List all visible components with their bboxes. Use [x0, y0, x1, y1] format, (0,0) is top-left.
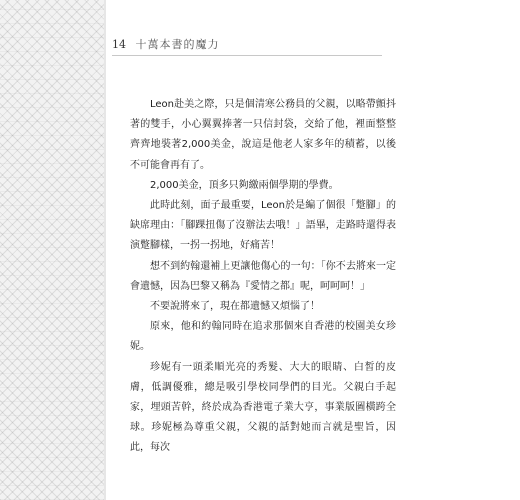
paragraph: 此時此刻，面子最重要，Leon於是編了個很「蹩腳」的缺席理由：「腳踝扭傷了沒辦法去哦！」語畢，走路時還得表演蹩腳樣，一拐一拐地，好痛苦！: [130, 200, 396, 252]
margin-divider: [104, 0, 106, 500]
page-number: 14: [112, 38, 126, 51]
paragraph: 不要說將來了，現在都遺憾又煩惱了！: [150, 301, 320, 313]
body-text: [130, 95, 396, 459]
paragraph: 2,000美金，頂多只夠繳兩個學期的學費。: [150, 179, 339, 191]
paragraph: Leon赴美之際，只是個清寒公務員的父親，以略帶顫抖著的雙手，小心翼翼捧著一只信封袋，交給了他，裡面整整齊齊地裝著2,000美金，說這是他老人家多年的積蓄，以後不可能會再有了。: [130, 99, 396, 171]
header-rule: [112, 55, 382, 56]
running-header: [112, 38, 382, 54]
paragraph: 想不到約翰還補上更讓他傷心的一句：「你不去將來一定會遺憾，因為巴黎又稱為『愛情之都』呢，呵呵呵！」: [130, 260, 396, 292]
decorative-margin-pattern: [0, 0, 104, 500]
paragraph: 原來，他和約翰同時在追求那個來自香港的校園美女珍妮。: [130, 321, 396, 353]
paragraph: 珍妮有一頭柔順光亮的秀髮、大大的眼睛、白皙的皮膚，低調優雅，總是吸引學校同學們的目光。父親白手起家，埋頭苦幹，終於成為香港電子業大亨，事業版圖橫跨全球。珍妮極為尊重父親，父親的話對她而言就是聖旨，因此，每次: [130, 361, 396, 454]
book-title: 十萬本書的魔力: [135, 38, 220, 51]
